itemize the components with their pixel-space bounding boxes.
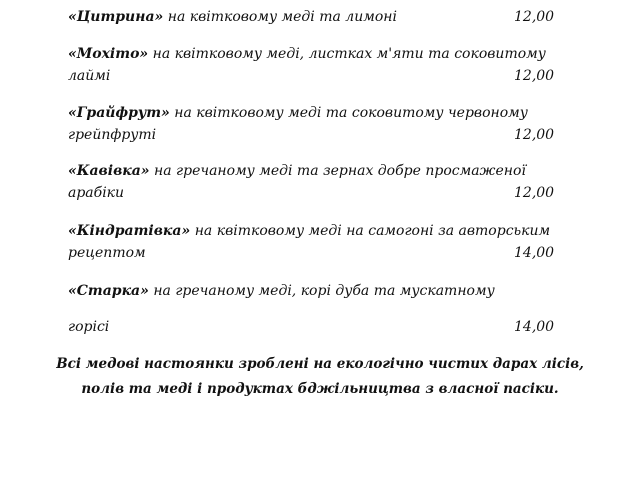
menu-item-continuation (68, 316, 568, 338)
item-name: «Кіндратівка» (68, 223, 191, 239)
item-price: 12,00 (514, 68, 555, 84)
item-description: на квітковому меді та соковитому червоному грейпфруті (68, 105, 528, 143)
item-description: на гречаному меді, корі дуба та мускатному (153, 283, 495, 299)
menu-item (68, 6, 568, 28)
item-name: «Кавівка» (68, 163, 150, 179)
footer-line-1: Всі медові настоянки зроблені на екологічно чистих дарах лісів, (56, 356, 584, 372)
item-price: 12,00 (514, 9, 555, 25)
menu-item (68, 220, 568, 264)
footer-note (40, 352, 600, 402)
item-name: «Грайфрут» (68, 105, 170, 121)
item-price: 12,00 (514, 127, 555, 143)
menu-item (68, 160, 568, 204)
item-description: на квітковому меді на самогоні за авторським рецептом (68, 223, 551, 261)
item-description: на гречаному меді та зернах добре просмаженої арабіки (68, 163, 526, 201)
item-name: «Цитрина» (68, 9, 164, 25)
menu-item (68, 280, 568, 302)
item-price: 12,00 (514, 185, 555, 201)
footer-line-2: полів та меді і продуктах бджільництва з власної пасіки. (81, 381, 559, 397)
item-description-continued: горісі (68, 319, 110, 335)
item-description: на квітковому меді, листках м'яти та соковитому лаймі (68, 46, 546, 84)
item-name: «Мохіто» (68, 46, 149, 62)
menu-item (68, 102, 568, 146)
item-name: «Старка» (68, 283, 149, 299)
menu-item (68, 43, 568, 87)
item-price: 14,00 (514, 245, 555, 261)
item-price: 14,00 (514, 319, 555, 335)
item-description: на квітковому меді та лимоні (167, 9, 397, 25)
